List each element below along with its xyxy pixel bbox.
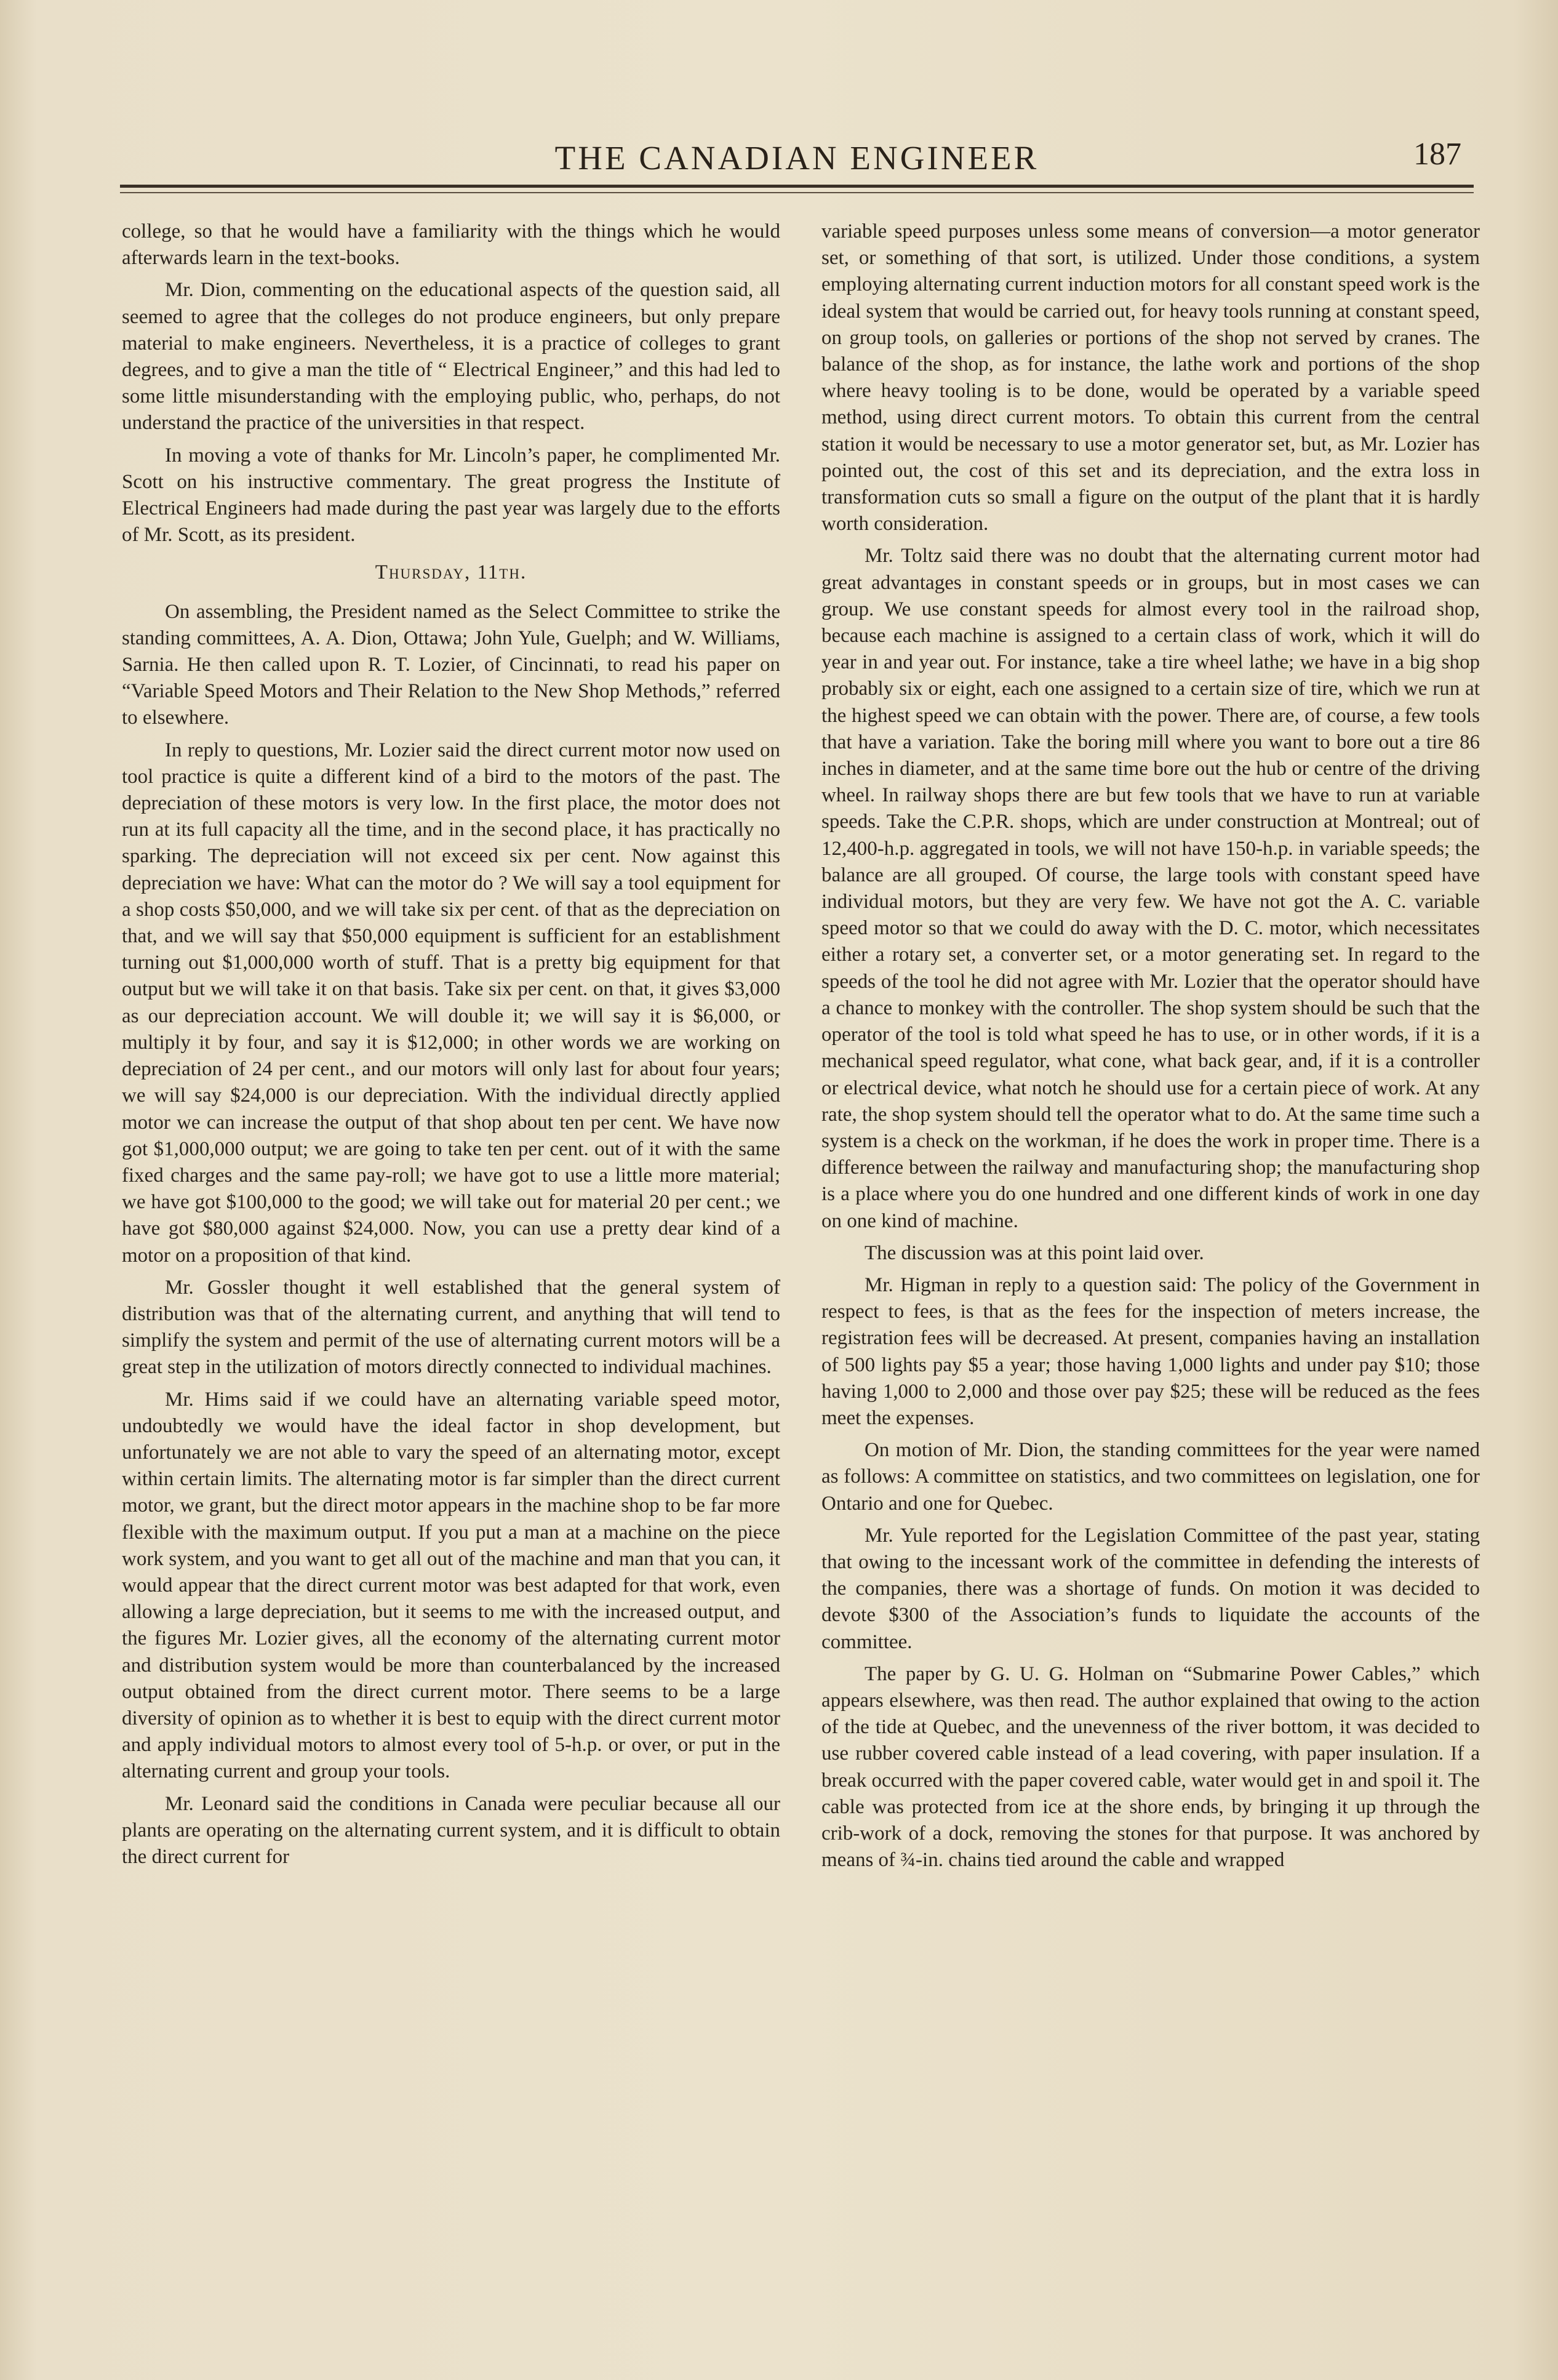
paragraph: The paper by G. U. G. Holman on “Submarine Power Cables,” which appears elsewhere, was then read. The author explained that owing to the action of the tide at Quebec, and the unevenness of the river bottom, it was decided to use rubber covered cable instead of a lead covering, with paper insulation. If a break occurred with the paper covered cable, water would get in and spoil it. The cable was protected from ice at the shore ends, by bringing it up through the crib-work of a dock, removing the stones for that purpose. It was anchored by means of ¾-in. chains tied around the cable and wrapped [821,1662,1480,1872]
paragraph: Mr. Dion, commenting on the educational aspects of the question said, all seemed to agree that the colleges do not produce engineers, but only prepare material to make engineers. Nevertheless, it is a practice of colleges to grant degrees, and to give a man the title of “ Electrical Engineer,” and this had led to some little misunderstanding with the employing public, who, perhaps, do not understand the practice of the universities in that respect. [122,279,780,435]
paragraph: In reply to questions, Mr. Lozier said the direct current motor now used on tool practice is quite a different kind of a bird to the motors of the past. The depreciation of these motors is very low. In the first place, the motor does not run at its full capacity all the time, and in the second place, it has practically no sparking. The depreciation will not exceed six per cent. Now against this depreciation we have: What can the motor do ? We will say a tool equipment for a shop costs $50,000, and we will take six per cent. of that as the depreciation on that, and we will say that $50,000 equipment is sufficient for an establishment turning out $1,000,000 worth of stuff. That is a pretty big equipment for that output but we will take it on that basis. Take six per cent. on that, it gives $3,000 as our depreciation account. We will double it; we will say it is $6,000, or multiply it by four, and say it is $12,000; in other words we are working on depreciation of 24 per cent., and our motors will only last for about four years; we will say $24,000 is our depreciation. With the individual directly applied motor we can increase the output of that shop about ten per cent. We have now got $1,000,000 output; we are going to take ten per cent. out of it with the same fixed charges and the same pay-roll; we have got to use a little more material; we have got $100,000 to the good; we will take out for material 20 per cent.; we have got $80,000 against $24,000. Now, you can use a pretty dear kind of a motor on a proposition of that kind. [122,739,780,1267]
paragraph: Mr. Yule reported for the Legislation Committee of the past year, stating that owing to the incessant work of the committee in defending the interests of the companies, there was a shortage of funds. On motion it was decided to devote $300 of the Association’s funds to liquidate the accounts of the committee. [821,1524,1480,1653]
paragraph: college, so that he would have a familiarity with the things which he would afterwards learn in the text-books. [122,220,780,270]
paragraph: On motion of Mr. Dion, the standing committees for the year were named as follows: A committee on statistics, and two committees on legislation, one for Ontario and one for Quebec. [821,1439,1480,1515]
paragraph: In moving a vote of thanks for Mr. Lincoln’s paper, he complimented Mr. Scott on his instructive commentary. The great progress the Institute of Electrical Engineers had made during the past year was largely due to the efforts of Mr. Scott, as its president. [122,444,780,547]
paragraph: Mr. Higman in reply to a question said: The policy of the Government in respect to fees, is that as the fees for the inspection of meters increase, the registration fees will be decreased. At present, companies having an installation of 500 lights pay $5 a year; those having 1,000 lights and under pay $10; those having 1,000 to 2,000 and those over pay $25; these will be reduced as the fees meet the expenses. [821,1273,1480,1429]
paragraph: On assembling, the President named as the Select Committee to strike the standing committees, A. A. Dion, Ottawa; John Yule, Guelph; and W. Williams, Sarnia. He then called upon R. T. Lozier, of Cincinnati, to read his paper on “Variable Speed Motors and Their Relation to the New Shop Methods,” referred to elsewhere. [122,600,780,729]
header-rule-thick [120,185,1474,188]
left-column [122,218,780,1876]
journal-title: THE CANADIAN ENGINEER [554,139,1039,177]
paragraph: Mr. Gossler thought it well established that the general system of distribution was that of the alternating current, and anything that will tend to simplify the system and permit of the use of alternating current motors will be a great step in the utilization of motors directly connected to individual machines. [122,1276,780,1379]
page-number: 187 [1413,137,1461,172]
page-header [120,126,1474,182]
paragraph: variable speed purposes unless some means of conversion—a motor generator set, or something of that sort, is utilized. Under those conditions, a system employing alternating current induction motors for all constant speed work is the ideal system that would be carried out, for heavy tools running at constant speed, on group tools, on galleries or portions of the shop not served by cranes. The balance of the shop, as for instance, the lathe work and portions of the shop where heavy tooling is to be done, would be operated by a variable speed method, using direct current motors. To obtain this current from the central station it would be necessary to use a motor generator set, but, as Mr. Lozier has pointed out, the cost of this set and its depreciation, and the extra loss in transformation cuts so small a figure on the output of the plant that it is hardly worth consideration. [821,220,1480,535]
paragraph: Mr. Hims said if we could have an alternating variable speed motor, undoubtedly we would have the ideal factor in shop development, but unfortunately we are not able to vary the speed of an alternating motor, except within certain limits. The alternating motor is far simpler than the direct current motor, we grant, but the direct motor appears in the machine shop to be far more flexible with the maximum output. If you put a man at a machine on the piece work system, and you want to get all out of the machine and man that you can, it would appear that the direct current motor was best adapted for that work, even allowing a large depreciation, but it seems to me with the increased output, and the figures Mr. Lozier gives, all the economy of the alternating current motor and distribution system would be more than counterbalanced by the increased output obtained from the direct current motor. There seems to be a large diversity of opinion as to whether it is best to equip with the direct current motor and apply individual motors to almost every tool of 5-h.p. or over, or put in the alternating current and group your tools. [122,1388,780,1783]
right-column [821,218,1480,1879]
paragraph: Mr. Leonard said the conditions in Canada were peculiar because all our plants are operating on the alternating current system, and it is difficult to obtain the direct current for [122,1792,780,1868]
paragraph: Mr. Toltz said there was no doubt that the alternating current motor had great advantages in constant speeds or in groups, but in most cases we can group. We use constant speeds for almost every tool in the railroad shop, because each machine is assigned to a certain class of work, which it will do year in and year out. For instance, take a tire wheel lathe; we have in a big shop probably six or eight, each one assigned to a certain size of tire, which we run at the highest speed we can obtain with the power. There are, of course, a few tools that have a variation. Take the boring mill where you want to bore out a tire 86 inches in diameter, and at the same time bore out the hub or centre of the driving wheel. In railway shops there are but few tools that we have to run at variable speeds. Take the C.P.R. shops, which are under construction at Montreal; out of 12,400-h.p. aggregated in tools, we will not have 150-h.p. in variable speeds; the balance are all grouped. Of course, the large tools with constant speed have individual motors, but they are very few. We have not got the A. C. variable speed motor so that we could do away with the D. C. motor, which necessitates either a rotary set, a converter set, or a motor generating set. In regard to the speeds of the tool he did not agree with Mr. Lozier that the operator should have a chance to monkey with the controller. The shop system should be such that the operator of the tool is told what speed he has to use, or in other words, if it is a mechanical speed regulator, what cone, what back gear, and, if it is a controller or electrical device, what notch he should use for a certain piece of work. At any rate, the shop system should tell the operator what to do. At the same time such a system is a check on the workman, if he does the work in proper time. There is a difference between the railway and manufacturing shop; the manufacturing shop is a place where you do one hundred and one different kinds of work in one day on one kind of machine. [821,545,1480,1232]
section-heading: Thursday, 11th. [375,561,527,584]
header-rule-thin [120,192,1474,193]
paragraph: The discussion was at this point laid over. [865,1241,1204,1264]
